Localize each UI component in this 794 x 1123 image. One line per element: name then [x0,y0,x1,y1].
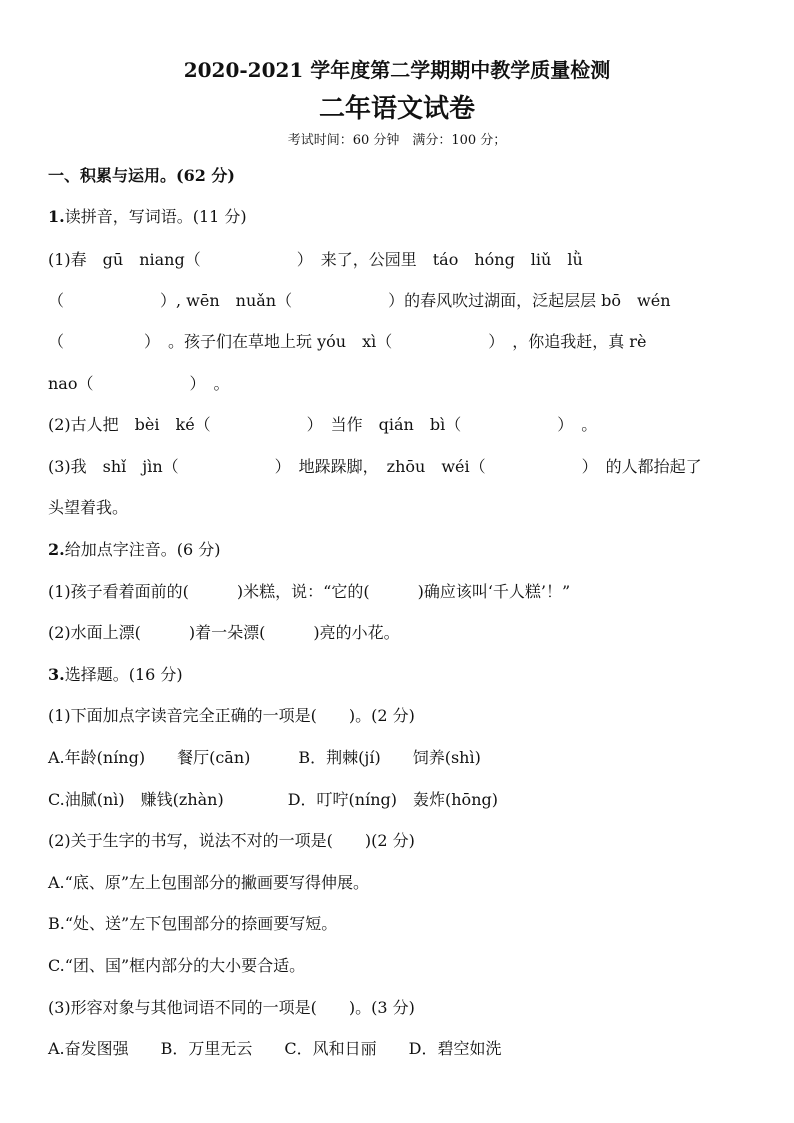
exam-header-title: 2020-2021 学年度第二学期期中教学质量检测 [183,58,611,82]
question-number: 3. [48,665,65,684]
line-text: 读拼音，写词语。(11 分) [64,207,247,226]
q1-heading [48,207,247,227]
line-text: C.油腻(nì) 赚钱(zhàn) D．叮咛(níng) 轰炸(hōng) [48,790,498,809]
q2-heading [48,540,220,560]
line-text: 头望着我。 [48,498,129,517]
q1-line-5 [48,415,597,435]
q3-line-6 [48,914,337,934]
q3-line-4 [48,831,415,851]
q3-line-9 [48,1039,501,1059]
q1-line-2 [48,291,671,311]
q3-line-3 [48,790,498,810]
line-text: A.“底、原”左上包围部分的撇画要写得伸展。 [48,873,370,892]
line-text: (2)古人把 bèi ké（ ） 当作 qián bì（ ） 。 [48,415,598,434]
q2-line-2 [48,623,400,643]
q3-line-8 [48,998,415,1018]
q3-line-2 [48,748,481,768]
q1-line-6 [48,457,702,477]
line-text: B.“处、送”左下包围部分的捺画要写短。 [48,914,338,933]
line-text: (1)孩子看着面前的( )米糕，说：“它的( )确应该叫‘千人糕’！” [48,582,571,601]
line-text: （ ） 。孩子们在草地上玩 yóu xì（ ） ，你追我赶，真 rè [48,332,647,351]
line-text: (3)形容对象与其他词语不同的一项是( )。(3 分) [48,998,415,1017]
q1-line-1 [48,250,583,270]
q3-heading [48,665,183,685]
line-text: (3)我 shǐ jìn（ ） 地跺跺脚， zhōu wéi（ ） 的人都抬起了 [48,457,702,476]
line-text: A.年龄(níng) 餐厅(cān) B．荆棘(jí) 饲养(shì) [48,748,481,767]
line-text: （ ）, wēn nuǎn（ ）的春风吹过湖面，泛起层层 bō wén [48,291,671,310]
section-1-heading [48,166,235,186]
line-text: nao（ ） 。 [48,374,230,393]
q3-line-5 [48,873,369,893]
line-text: C.“团、国”框内部分的大小要合适。 [48,956,306,975]
line-text: (1)下面加点字读音完全正确的一项是( )。(2 分) [48,706,415,725]
exam-main-title: 二年语文试卷 [318,94,475,124]
line-text: 选择题。(16 分) [64,665,183,684]
question-number: 2. [48,540,65,559]
line-text: (2)关于生字的书写，说法不对的一项是( )(2 分) [48,831,415,850]
q1-line-3 [48,332,646,352]
q1-line-7 [48,498,128,518]
exam-info: 考试时间：60 分钟 满分：100 分； [287,133,507,148]
line-text: A.奋发图强 B．万里无云 C．风和日丽 D．碧空如洗 [48,1039,502,1058]
line-text: (2)水面上漂( )着一朵漂( )亮的小花。 [48,623,400,642]
question-number: 1. [48,207,65,226]
line-text: 给加点字注音。(6 分) [64,540,221,559]
q3-line-7 [48,956,305,976]
line-text: (1)春 gū niang（ ） 来了，公园里 táo hóng liǔ lǜ [48,250,583,269]
line-text: 一、积累与运用。(62 分) [48,166,235,185]
q2-line-1 [48,582,570,602]
q1-line-4 [48,374,229,394]
q3-line-1 [48,706,415,726]
